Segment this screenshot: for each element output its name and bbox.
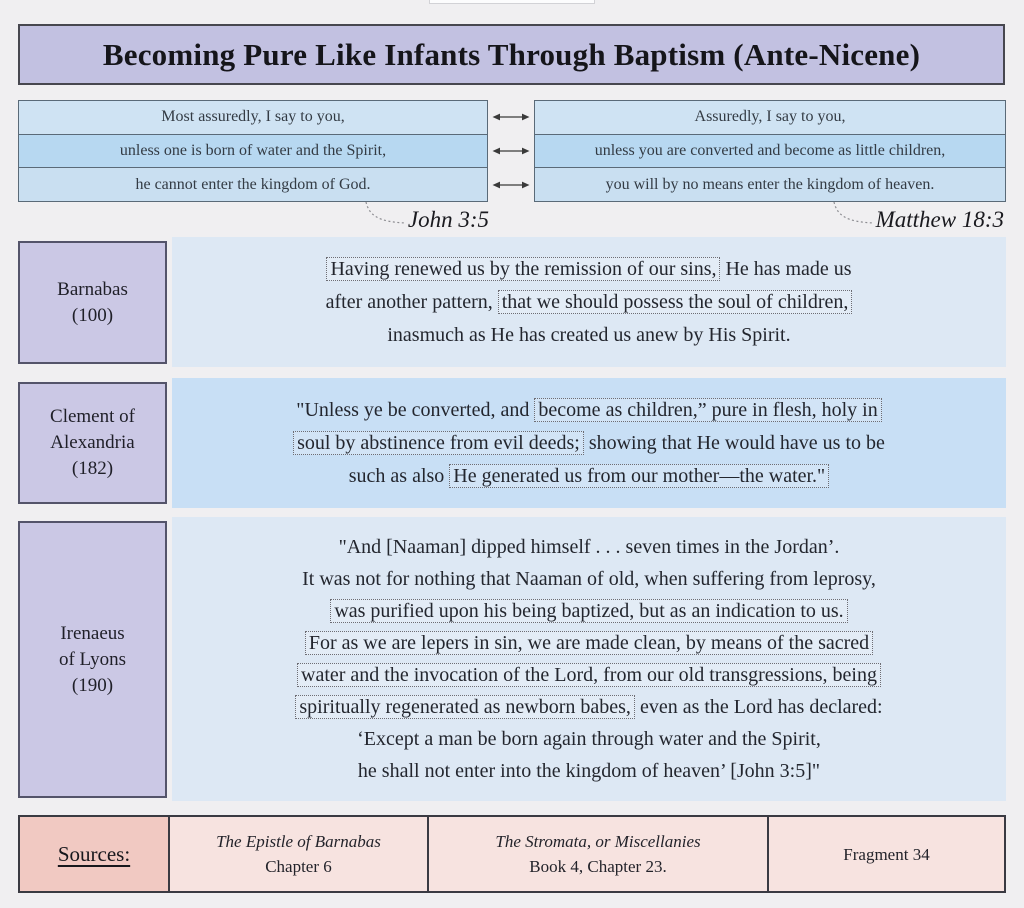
quote-line xyxy=(297,659,881,691)
title-bar xyxy=(18,24,1005,85)
source-detail: Chapter 6 xyxy=(265,857,332,876)
quote-line xyxy=(357,723,821,755)
verse-column-john xyxy=(18,100,488,202)
quote-line xyxy=(302,563,876,595)
citation-matthew xyxy=(534,201,1004,239)
sources-label: Sources: xyxy=(57,841,131,866)
verse-line: unless you are converted and become as little children, xyxy=(535,135,1005,169)
leader-curve-icon xyxy=(362,201,408,227)
verse-line: he cannot enter the kingdom of God. xyxy=(19,168,487,201)
highlight-segment: For as we are lepers in sin, we are made clean, by means of the sacred xyxy=(305,631,873,655)
author-label-irenaeus xyxy=(18,521,167,798)
verse-column-matthew xyxy=(534,100,1006,202)
quote-line xyxy=(387,319,790,352)
citation-label: Matthew 18:3 xyxy=(875,207,1004,232)
sources-table xyxy=(18,815,1006,893)
author-name: Barnabas xyxy=(57,278,128,300)
quote-segment: inasmuch as He has created us anew by His Spirit. xyxy=(387,323,791,346)
page-title: Becoming Pure Like Infants Through Baptism (Ante-Nicene) xyxy=(102,36,921,72)
verse-line: Most assuredly, I say to you, xyxy=(19,101,487,135)
source-title: Fragment 34 xyxy=(843,844,930,864)
quote-segment: "And [Naaman] dipped himself . . . seven times in the Jordan’. xyxy=(338,536,840,558)
author-date: (182) xyxy=(71,458,114,479)
quote-line xyxy=(293,427,885,460)
quote-line xyxy=(349,460,829,493)
verse-line: unless one is born of water and the Spirit, xyxy=(19,135,487,169)
highlight-segment: become as children,” pure in flesh, holy in xyxy=(534,398,881,422)
verse-line: you will by no means enter the kingdom of heaven. xyxy=(535,168,1005,201)
quote-segment: ‘Except a man be born again through water and the Spirit, xyxy=(357,728,821,750)
quote-segment: He has made us xyxy=(720,257,852,280)
author-name-line2: of Lyons xyxy=(58,648,127,670)
double-arrow-icon xyxy=(488,145,534,157)
author-label-clement xyxy=(18,382,167,504)
quote-segment: after another pattern, xyxy=(325,290,498,313)
citation-label: John 3:5 xyxy=(407,207,489,232)
quote-line xyxy=(326,286,853,319)
quote-segment: even as the Lord has declared: xyxy=(634,696,883,718)
highlight-segment: soul by abstinence from evil deeds; xyxy=(293,431,584,455)
quote-segment: It was not for nothing that Naaman of old, when suffering from leprosy, xyxy=(302,568,876,590)
quote-line xyxy=(330,595,847,627)
highlight-segment: that we should possess the soul of children, xyxy=(498,290,853,314)
author-name: Irenaeus xyxy=(60,622,125,644)
author-date: (190) xyxy=(71,674,114,696)
quote-panel-barnabas xyxy=(172,237,1006,367)
source-title: The Stromata, or Miscellanies xyxy=(495,832,701,851)
arrow-slot xyxy=(488,168,534,202)
quote-line xyxy=(339,531,840,563)
citation-john xyxy=(18,201,489,239)
arrow-slot xyxy=(488,134,534,168)
source-item-stromata xyxy=(429,817,769,891)
source-detail: Book 4, Chapter 23. xyxy=(529,857,667,876)
author-name: Clement of xyxy=(50,406,135,427)
source-item-epistle xyxy=(170,817,429,891)
highlight-segment: Having renewed us by the remission of our sins, xyxy=(326,257,720,281)
quote-segment: "Unless ye be converted, and xyxy=(296,398,535,421)
author-date: (100) xyxy=(71,304,114,326)
source-item-fragment xyxy=(769,817,1004,891)
source-title: The Epistle of Barnabas xyxy=(216,832,381,851)
highlight-segment: spiritually regenerated as newborn babes, xyxy=(295,695,635,719)
sources-label-cell xyxy=(20,817,170,891)
quote-segment: such as also xyxy=(348,464,450,487)
verse-line: Assuredly, I say to you, xyxy=(535,101,1005,135)
highlight-segment: was purified upon his being baptized, but as an indication to us. xyxy=(330,599,847,623)
double-arrow-icon xyxy=(488,111,534,123)
arrow-slot xyxy=(488,100,534,134)
top-edge-artifact xyxy=(429,0,595,4)
quote-panel-irenaeus xyxy=(172,517,1006,801)
quote-segment: showing that He would have us to be xyxy=(583,431,885,454)
quote-line xyxy=(296,394,881,427)
highlight-segment: He generated us from our mother—the water." xyxy=(449,464,829,488)
leader-curve-icon xyxy=(830,201,876,227)
quote-line xyxy=(305,627,873,659)
double-arrow-icon xyxy=(488,179,534,191)
quote-panel-clement xyxy=(172,378,1006,508)
quote-line xyxy=(295,691,882,723)
quote-segment: he shall not enter into the kingdom of heaven’ [John 3:5]" xyxy=(357,760,821,782)
quote-line xyxy=(358,755,820,787)
quote-line xyxy=(326,253,851,286)
author-name-line2: Alexandria xyxy=(50,432,135,453)
highlight-segment: water and the invocation of the Lord, from our old transgressions, being xyxy=(297,663,881,687)
arrow-zone xyxy=(488,100,534,202)
author-label-barnabas xyxy=(18,241,167,364)
